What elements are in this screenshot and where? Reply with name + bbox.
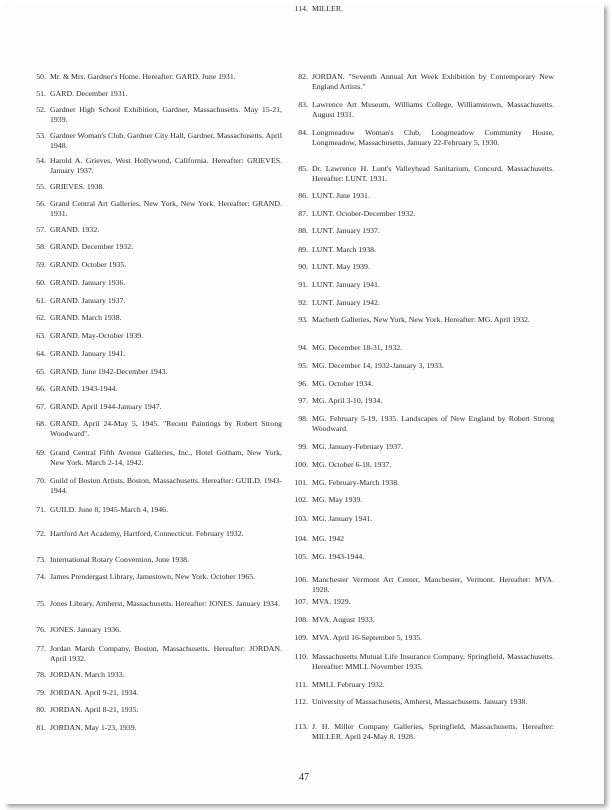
- list-item: [286, 633, 554, 643]
- entry-number: 80.: [36, 705, 46, 714]
- entry-text: MVA. August 1933.: [312, 615, 375, 624]
- entry-text: MMLI. February 1932.: [312, 680, 385, 689]
- entry-number: 93.: [298, 315, 308, 324]
- entry-text: JONES. January 1936.: [50, 625, 122, 634]
- entry-text: GRAND. March 1938.: [50, 313, 122, 322]
- list-item: [286, 209, 554, 219]
- list-item: [24, 331, 282, 341]
- entry-number: 73.: [36, 555, 46, 564]
- entry-number: 104.: [294, 534, 308, 543]
- list-item: [24, 555, 282, 565]
- entry-text: MG. May 1939.: [312, 495, 363, 504]
- entry-text: MG. January 1941.: [312, 514, 373, 523]
- entry-number: 108.: [294, 615, 308, 624]
- list-item: [24, 625, 282, 635]
- entry-text: MG. April 3-10, 1934.: [312, 396, 383, 405]
- list-item: [24, 688, 282, 698]
- entry-number: 100.: [294, 460, 308, 469]
- entry-text: J. H. Miller Company Galleries, Springfield, Massachusetts. Hereafter: MILLER. April 24-May 8, 1928.: [312, 722, 554, 742]
- entry-number: 109.: [294, 633, 308, 642]
- entry-text: GRAND. January 1937.: [50, 296, 126, 305]
- entry-number: 112.: [294, 697, 308, 706]
- entry-text: LUNT. October-December 1932.: [312, 209, 416, 218]
- list-item: [24, 670, 282, 680]
- entry-text: Lawrence Art Museum, Williams College, Williamstown, Massachusetts. August 1931.: [312, 100, 554, 120]
- entry-number: 101.: [294, 478, 308, 487]
- list-item: [286, 164, 554, 184]
- list-item: [286, 100, 554, 120]
- entry-number: 60.: [36, 278, 46, 287]
- list-item: [286, 379, 554, 389]
- entry-text: LUNT. January 1942.: [312, 298, 380, 307]
- list-item: [286, 315, 554, 325]
- entry-number: 99.: [298, 442, 308, 451]
- list-item: [286, 396, 554, 406]
- entry-text: GRAND. April 24-May 5, 1945. "Recent Paintings by Robert Strong Woodward".: [50, 419, 282, 439]
- list-item: [24, 644, 282, 664]
- list-item: [286, 552, 554, 562]
- entry-text: GRIEVES. 1938.: [50, 182, 105, 191]
- list-item: [24, 242, 282, 252]
- entry-text: JORDAN. May 1-23, 1939.: [50, 723, 137, 732]
- list-item: [286, 697, 554, 707]
- entry-number: 51.: [36, 89, 46, 98]
- entry-number: 107.: [294, 597, 308, 606]
- entry-number: 77.: [36, 644, 46, 653]
- list-item: [286, 245, 554, 255]
- entry-text: GRAND. December 1932.: [50, 242, 134, 251]
- list-item: [286, 495, 554, 505]
- list-item: [286, 226, 554, 236]
- entry-number: 89.: [298, 245, 308, 254]
- page-number: 47: [299, 772, 309, 783]
- entry-text: MVA. 1929.: [312, 597, 351, 606]
- entry-number: 53.: [36, 131, 46, 140]
- list-item: [24, 260, 282, 270]
- list-item: [24, 723, 282, 733]
- entry-number: 83.: [298, 100, 308, 109]
- entry-number: 74.: [36, 572, 46, 581]
- entry-text: Massachusetts Mutual Life Insurance Company, Springfield, Massachusetts. Hereafter: MMLI. November 1935.: [312, 652, 554, 672]
- list-item: [24, 419, 282, 439]
- entry-number: 64.: [36, 349, 46, 358]
- list-item: [286, 4, 554, 14]
- list-item: [286, 280, 554, 290]
- entry-text: Macbeth Galleries, New York, New York. Hereafter: MG. April 1932.: [312, 315, 530, 324]
- list-item: [24, 705, 282, 715]
- entry-number: 86.: [298, 191, 308, 200]
- list-item: [24, 182, 282, 192]
- list-item: [24, 89, 282, 99]
- entry-number: 55.: [36, 182, 46, 191]
- entry-text: Mr. & Mrs. Gardner's Home. Hereafter: GARD. June 1931.: [50, 72, 236, 81]
- entry-text: Jordan Marsh Company, Boston, Massachusetts. Hereafter: JORDAN. April 1932.: [50, 644, 282, 664]
- entry-text: Jones Library, Amherst, Massachusetts. Hereafter: JONES. January 1934.: [50, 599, 280, 608]
- entry-number: 95.: [298, 361, 308, 370]
- list-item: [286, 298, 554, 308]
- entry-text: JORDAN. March 1933.: [50, 670, 125, 679]
- entry-text: MG. 1943-1944.: [312, 552, 365, 561]
- entry-number: 79.: [36, 688, 46, 697]
- entry-number: 82.: [298, 72, 308, 81]
- entry-number: 72.: [36, 529, 46, 538]
- list-item: [286, 478, 554, 488]
- entry-number: 110.: [294, 652, 308, 661]
- list-item: [24, 367, 282, 377]
- entry-text: LUNT. January 1941.: [312, 280, 380, 289]
- list-item: [24, 105, 282, 125]
- list-item: [286, 615, 554, 625]
- entry-text: JORDAN. April 8-21, 1935.: [50, 705, 139, 714]
- entry-number: 58.: [36, 242, 46, 251]
- entry-text: LUNT. January 1937.: [312, 226, 380, 235]
- list-item: [286, 534, 554, 544]
- list-item: [286, 652, 554, 672]
- entry-number: 106.: [294, 575, 308, 584]
- entry-text: MG. February-March 1938.: [312, 478, 400, 487]
- entry-text: GRAND. January 1941.: [50, 349, 126, 358]
- entry-number: 96.: [298, 379, 308, 388]
- entry-text: GRAND. May-October 1939.: [50, 331, 144, 340]
- entry-text: Grand Central Art Galleries, New York, New York. Hereafter: GRAND. 1931.: [50, 199, 282, 219]
- entry-number: 71.: [36, 505, 46, 514]
- list-item: [24, 505, 282, 515]
- entry-number: 111.: [294, 680, 308, 689]
- entry-number: 94.: [298, 343, 308, 352]
- list-item: [286, 575, 554, 595]
- entry-number: 54.: [36, 156, 46, 165]
- list-item: [24, 225, 282, 235]
- entry-text: GRAND. 1932.: [50, 225, 100, 234]
- list-item: [286, 361, 554, 371]
- entry-text: LUNT. May 1939.: [312, 262, 370, 271]
- list-item: [286, 262, 554, 272]
- list-item: [24, 448, 282, 468]
- entry-text: MG. October 6-18, 1937.: [312, 460, 392, 469]
- list-item: [286, 128, 554, 148]
- list-item: [286, 514, 554, 524]
- entry-number: 114.: [294, 4, 308, 13]
- entry-text: Gardner Woman's Club, Gardner City Hall, Gardner, Massachusetts. April 1948.: [50, 131, 282, 151]
- entry-number: 81.: [36, 723, 46, 732]
- list-item: [24, 572, 282, 582]
- entry-number: 70.: [36, 476, 46, 485]
- list-item: [286, 680, 554, 690]
- entry-text: Hartford Art Academy, Hartford, Connecticut. February 1932.: [50, 529, 244, 538]
- entry-text: MG. February 5-19, 1935. Landscapes of New England by Robert Strong Woodward.: [312, 414, 554, 434]
- entry-number: 61.: [36, 296, 46, 305]
- entry-number: 88.: [298, 226, 308, 235]
- entry-number: 85.: [298, 164, 308, 173]
- entry-text: GRAND. April 1944-January 1947.: [50, 402, 162, 411]
- entry-text: University of Massachusetts, Amherst, Massachusetts. January 1938.: [312, 697, 528, 706]
- entry-number: 78.: [36, 670, 46, 679]
- entry-number: 103.: [294, 514, 308, 523]
- entry-text: GRAND. June 1942-December 1943.: [50, 367, 168, 376]
- entry-number: 87.: [298, 209, 308, 218]
- list-item: [24, 599, 282, 609]
- list-item: [24, 313, 282, 323]
- entry-text: Manchester Vermont Art Center, Manchester, Vermont. Hereafter: MVA. 1928.: [312, 575, 554, 595]
- entry-text: LUNT. March 1938.: [312, 245, 376, 254]
- entry-text: MG. January-February 1937.: [312, 442, 403, 451]
- list-item: [24, 529, 282, 539]
- list-item: [24, 156, 282, 176]
- entry-number: 76.: [36, 625, 46, 634]
- entry-text: Guild of Boston Artists, Boston, Massachusetts. Hereafter: GUILD. 1943-1944.: [50, 476, 282, 496]
- entry-text: LUNT. June 1931.: [312, 191, 370, 200]
- list-item: [286, 460, 554, 470]
- list-item: [286, 442, 554, 452]
- list-item: [24, 402, 282, 412]
- entry-number: 66.: [36, 384, 46, 393]
- list-item: [24, 476, 282, 496]
- entry-text: MG. 1942: [312, 534, 345, 543]
- entry-number: 84.: [298, 128, 308, 137]
- entry-text: MG. October 1934.: [312, 379, 374, 388]
- entry-number: 57.: [36, 225, 46, 234]
- entry-number: 102.: [294, 495, 308, 504]
- entry-text: MG. December 14, 1932-January 3, 1933.: [312, 361, 444, 370]
- entry-number: 92.: [298, 298, 308, 307]
- entry-text: GRAND. January 1936.: [50, 278, 126, 287]
- entry-number: 113.: [294, 722, 308, 731]
- list-item: [24, 199, 282, 219]
- list-item: [24, 131, 282, 151]
- entry-number: 59.: [36, 260, 46, 269]
- entry-text: MILLER.: [312, 4, 343, 13]
- entry-text: MVA. April 16-September 5, 1935.: [312, 633, 423, 642]
- list-item: [24, 72, 282, 82]
- entry-text: MG. December 18-31, 1932.: [312, 343, 403, 352]
- entry-number: 91.: [298, 280, 308, 289]
- list-item: [286, 597, 554, 607]
- entry-number: 97.: [298, 396, 308, 405]
- entry-number: 63.: [36, 331, 46, 340]
- entry-number: 65.: [36, 367, 46, 376]
- entry-number: 68.: [36, 419, 46, 428]
- list-item: [286, 343, 554, 353]
- entry-text: JORDAN. "Seventh Annual Art Week Exhibition by Contemporary New England Artists.": [312, 72, 554, 92]
- entry-text: Longmeadow Woman's Club, Longmeadow Community House, Longmeadow, Massachusetts. January 22-February 5, 1930.: [312, 128, 554, 148]
- entry-number: 90.: [298, 262, 308, 271]
- document-page: [4, 4, 604, 804]
- entry-text: GRAND. October 1935.: [50, 260, 127, 269]
- entry-number: 56.: [36, 199, 46, 208]
- entry-number: 62.: [36, 313, 46, 322]
- entry-number: 98.: [298, 414, 308, 423]
- entry-text: Gardner High School Exhibition, Gardner, Massachusetts. May 15-21, 1939.: [50, 105, 282, 125]
- entry-text: James Prendergast Library, Jamestown, New York. October 1965.: [50, 572, 256, 581]
- entry-text: Grand Central Fifth Avenue Galleries, Inc., Hotel Gotham, New York, New York. March 2-14, 1942.: [50, 448, 282, 468]
- list-item: [286, 722, 554, 742]
- entry-text: Dr. Lawrence H. Lunt's Valleyhead Sanitarium, Concord, Massachusetts. Hereafter: LUNT. 1931.: [312, 164, 554, 184]
- entry-text: International Rotary Convention, June 1938.: [50, 555, 190, 564]
- entry-number: 75.: [36, 599, 46, 608]
- entry-text: GUILD. June 8, 1945-March 4, 1946.: [50, 505, 169, 514]
- list-item: [286, 72, 554, 92]
- entry-number: 52.: [36, 105, 46, 114]
- list-item: [24, 384, 282, 394]
- list-item: [24, 278, 282, 288]
- entry-number: 67.: [36, 402, 46, 411]
- entry-number: 50.: [36, 72, 46, 81]
- entry-number: 69.: [36, 448, 46, 457]
- entry-text: Harold A. Grieves, West Hollywood, California. Hereafter: GRIEVES. January 1937.: [50, 156, 282, 176]
- list-item: [286, 191, 554, 201]
- entry-text: JORDAN. April 9-21, 1934.: [50, 688, 139, 697]
- list-item: [24, 349, 282, 359]
- entry-number: 105.: [294, 552, 308, 561]
- entry-text: GRAND. 1943-1944.: [50, 384, 118, 393]
- entry-text: GARD. December 1931.: [50, 89, 128, 98]
- list-item: [24, 296, 282, 306]
- list-item: [286, 414, 554, 434]
